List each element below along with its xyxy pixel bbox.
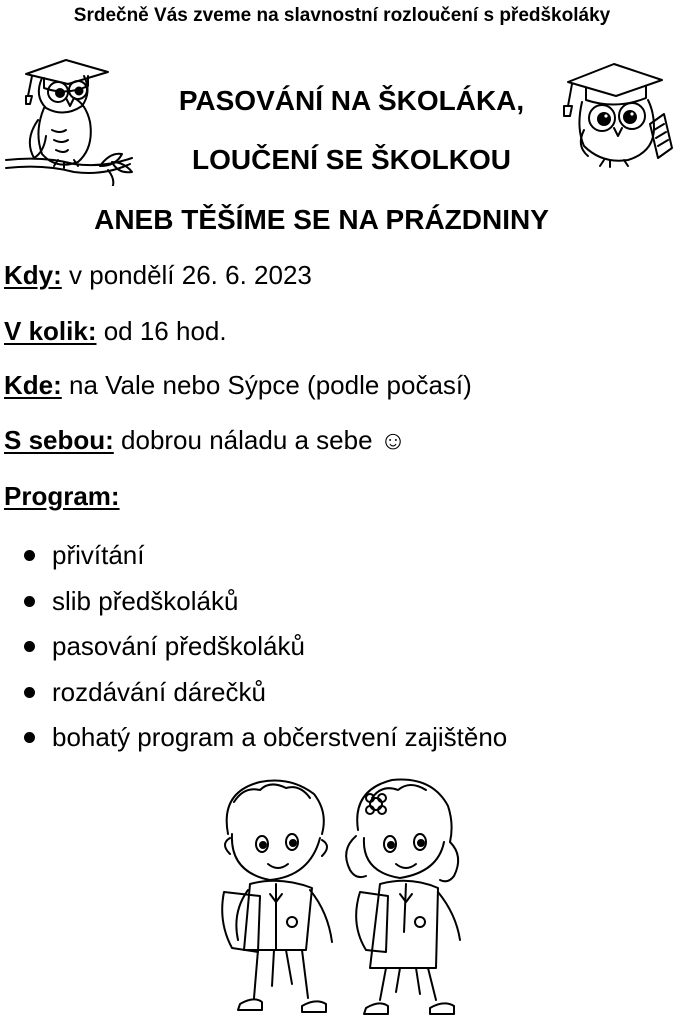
when-value: v pondělí 26. 6. 2023 bbox=[61, 260, 312, 290]
program-heading bbox=[4, 480, 120, 512]
list-item bbox=[22, 579, 507, 625]
list-item bbox=[22, 624, 507, 670]
bullet-icon bbox=[24, 687, 35, 698]
program-item-text: přivítání bbox=[52, 540, 145, 570]
list-item bbox=[22, 670, 507, 716]
program-item-text: rozdávání dárečků bbox=[52, 676, 266, 707]
bullet-icon bbox=[24, 596, 35, 607]
bring-label: S sebou: bbox=[4, 425, 114, 455]
schoolchildren-illustration bbox=[210, 772, 490, 1022]
program-item-text: pasování předškoláků bbox=[52, 631, 305, 661]
bullet-icon bbox=[24, 641, 35, 652]
list-item bbox=[22, 715, 507, 761]
invitation-text: Srdečně Vás zveme na slavnostní rozloučení s předškoláky bbox=[73, 5, 611, 26]
girl-figure bbox=[346, 780, 460, 1014]
title-line-2: LOUČENÍ SE ŠKOLKOU bbox=[192, 144, 511, 175]
where-value: na Vale nebo Sýpce (podle počasí) bbox=[61, 370, 472, 400]
time-row bbox=[4, 315, 227, 347]
boy-figure bbox=[222, 781, 332, 1013]
program-item-text: slib předškoláků bbox=[52, 585, 239, 616]
title-line-3: ANEB TĚŠÍME SE NA PRÁZDNINY bbox=[94, 204, 549, 235]
when-label: Kdy: bbox=[4, 260, 62, 290]
bullet-icon bbox=[24, 550, 35, 561]
bring-value: dobrou náladu a sebe ☺ bbox=[113, 425, 407, 455]
time-label: V kolik: bbox=[4, 316, 97, 346]
when-row bbox=[4, 259, 312, 291]
program-item-text: bohatý program a občerstvení zajištěno bbox=[52, 722, 508, 752]
title-line-1: PASOVÁNÍ NA ŠKOLÁKA, bbox=[178, 85, 525, 116]
time-value: od 16 hod. bbox=[96, 316, 227, 346]
bullet-icon bbox=[24, 732, 35, 743]
where-row bbox=[4, 369, 472, 401]
program-label: Program: bbox=[4, 481, 120, 511]
list-item bbox=[22, 533, 507, 579]
where-label: Kde: bbox=[4, 370, 62, 400]
bring-row bbox=[4, 424, 406, 456]
program-list bbox=[22, 533, 507, 761]
